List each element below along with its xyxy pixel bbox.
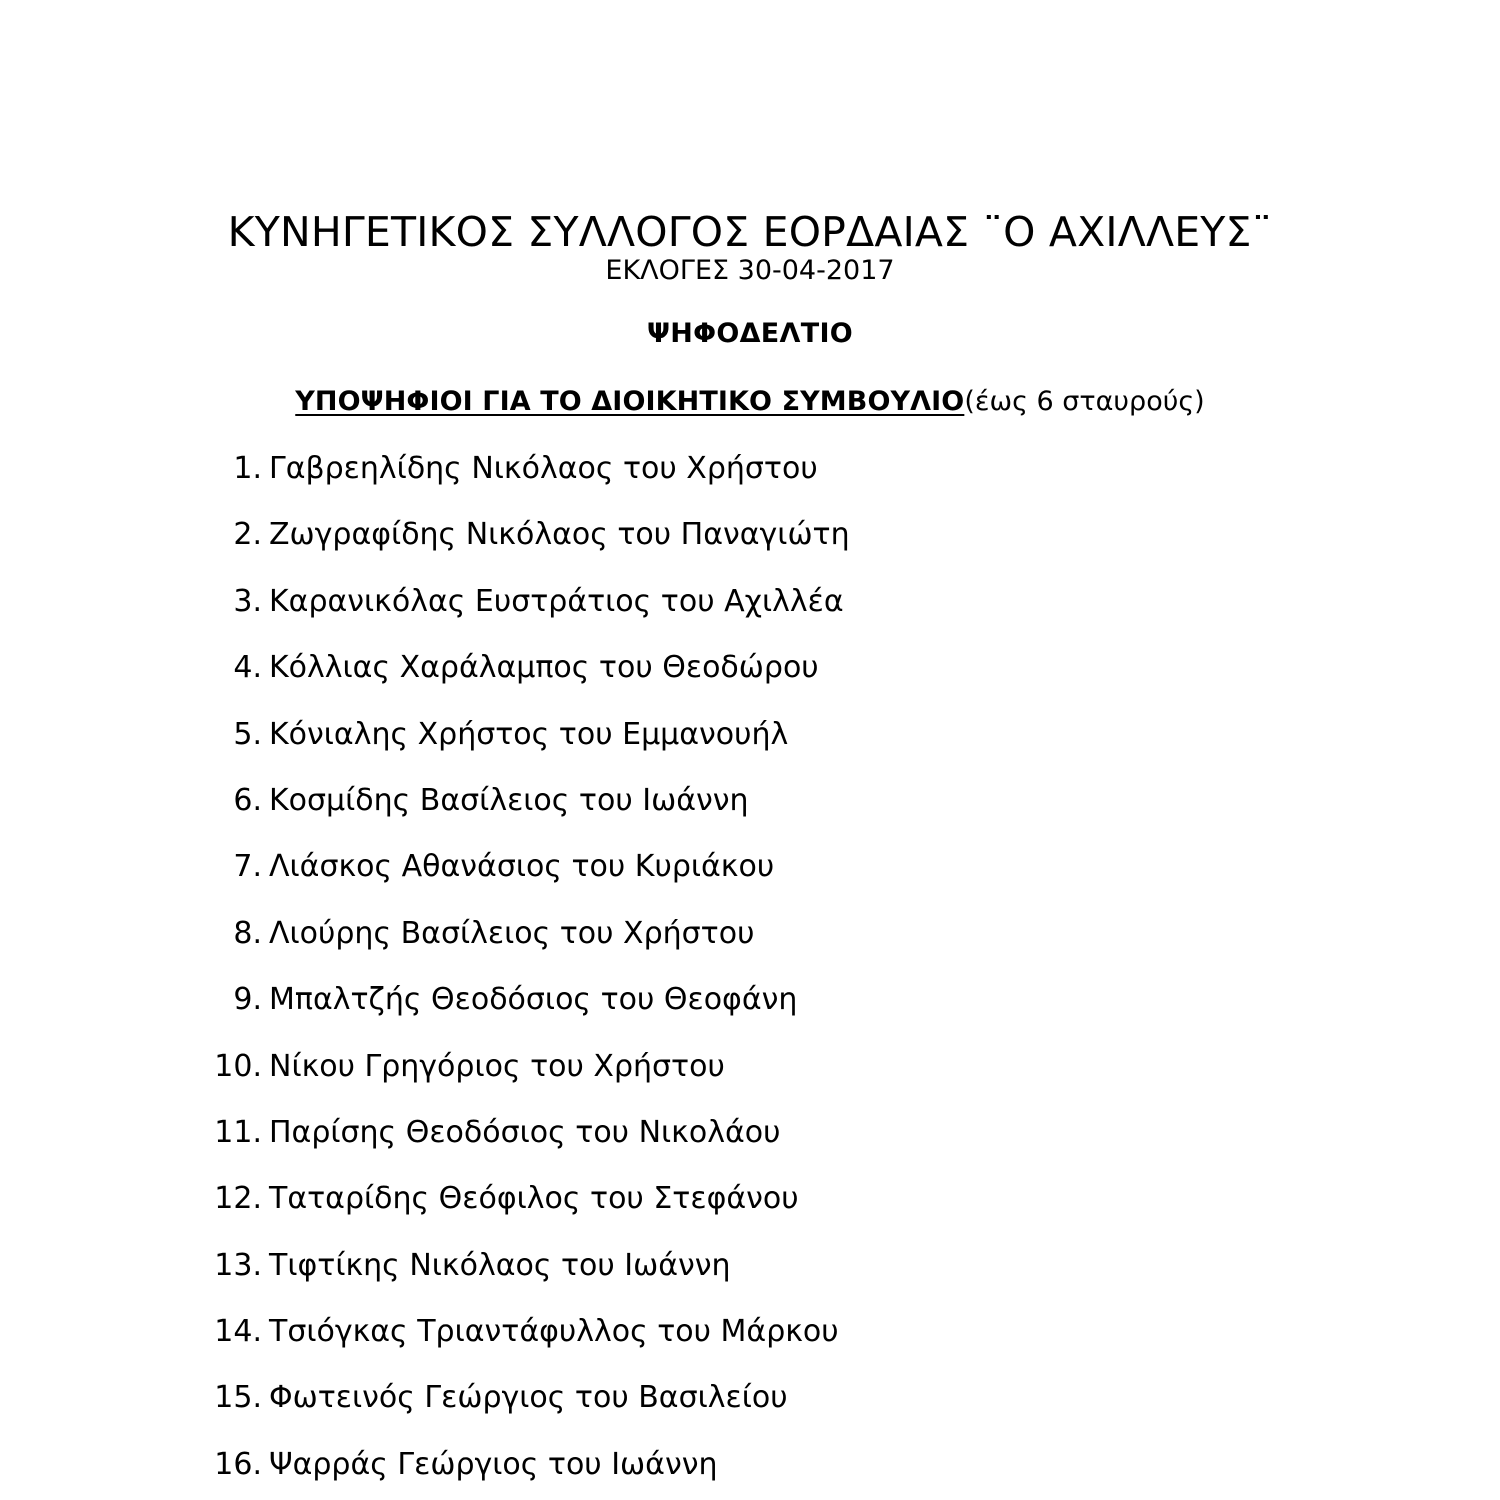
list-item [0, 1047, 1500, 1113]
candidate-name: Κόλλιας Χαράλαμπος του Θεοδώρου [269, 650, 819, 686]
candidate-name: Ζωγραφίδης Νικόλαος του Παναγιώτη [269, 517, 850, 553]
candidate-number: 1. [233, 451, 262, 486]
candidate-name: Ψαρράς Γεώργιος του Ιωάννη [269, 1446, 718, 1482]
election-date-subtitle: ΕΚΛΟΓΕΣ 30-04-2017 [605, 255, 895, 286]
list-item [0, 1378, 1500, 1444]
candidate-name: Φωτεινός Γεώργιος του Βασιλείου [269, 1380, 788, 1416]
page-title: ΚΥΝΗΓΕΤΙΚΟΣ ΣΥΛΛΟΓΟΣ ΕΟΡΔΑΙΑΣ ¨Ο ΑΧΙΛΛΕΥΣ¨ [227, 208, 1273, 257]
list-item [0, 847, 1500, 913]
candidate-name: Κοσμίδης Βασίλειος του Ιωάννη [269, 782, 749, 818]
list-item [0, 1113, 1500, 1179]
list-item [0, 515, 1500, 581]
section-heading [0, 386, 1500, 418]
candidate-number: 7. [233, 849, 262, 885]
candidate-name: Κόνιαλης Χρήστος του Εμμανουήλ [269, 716, 789, 752]
candidate-number: 4. [233, 650, 262, 686]
list-item [0, 1246, 1500, 1312]
list-item [0, 582, 1500, 648]
candidate-number: 14. [214, 1314, 262, 1350]
candidate-name: Λιούρης Βασίλειος του Χρήστου [269, 915, 755, 951]
candidate-number: 16. [214, 1446, 262, 1482]
list-item [0, 449, 1500, 515]
candidate-number: 10. [214, 1048, 262, 1084]
section-heading-main: ΥΠΟΨΗΦΙΟΙ ΓΙΑ ΤΟ ΔΙΟΙΚΗΤΙΚΟ ΣΥΜΒΟΥΛΙΟ [295, 386, 965, 417]
candidate-name: Λιάσκος Αθανάσιος του Κυριάκου [269, 849, 775, 885]
candidate-name: Γαβρεηλίδης Νικόλαος του Χρήστου [269, 451, 818, 486]
candidate-name: Μπαλτζής Θεοδόσιος του Θεοφάνη [269, 982, 798, 1018]
candidate-number: 12. [214, 1181, 262, 1217]
candidate-number: 3. [233, 583, 262, 619]
ballot-type-heading: ΨΗΦΟΔΕΛΤΙΟ [646, 318, 854, 349]
list-item [0, 1445, 1500, 1500]
candidate-number: 2. [233, 517, 262, 553]
list-item [0, 914, 1500, 980]
candidate-name: Τιφτίκης Νικόλαος του Ιωάννη [269, 1247, 731, 1283]
candidate-number: 5. [233, 716, 262, 752]
candidate-number: 8. [233, 915, 262, 951]
candidate-name: Παρίσης Θεοδόσιος του Νικολάου [269, 1114, 781, 1150]
list-item [0, 980, 1500, 1046]
candidate-number: 6. [233, 782, 262, 818]
candidate-name: Ταταρίδης Θεόφιλος του Στεφάνου [269, 1181, 799, 1217]
list-item [0, 648, 1500, 714]
candidate-list [0, 449, 1500, 1500]
candidate-number: 13. [214, 1247, 262, 1283]
list-item [0, 781, 1500, 847]
list-item [0, 1179, 1500, 1245]
list-item [0, 715, 1500, 781]
candidate-name: Καρανικόλας Ευστράτιος του Αχιλλέα [269, 583, 844, 619]
candidate-number: 11. [214, 1114, 262, 1150]
section-heading-note: (έως 6 σταυρούς) [964, 386, 1205, 417]
candidate-number: 15. [214, 1380, 262, 1416]
candidate-name: Τσιόγκας Τριαντάφυλλος του Μάρκου [269, 1314, 839, 1350]
candidate-name: Νίκου Γρηγόριος του Χρήστου [269, 1048, 725, 1084]
candidate-number: 9. [233, 982, 262, 1018]
list-item [0, 1312, 1500, 1378]
